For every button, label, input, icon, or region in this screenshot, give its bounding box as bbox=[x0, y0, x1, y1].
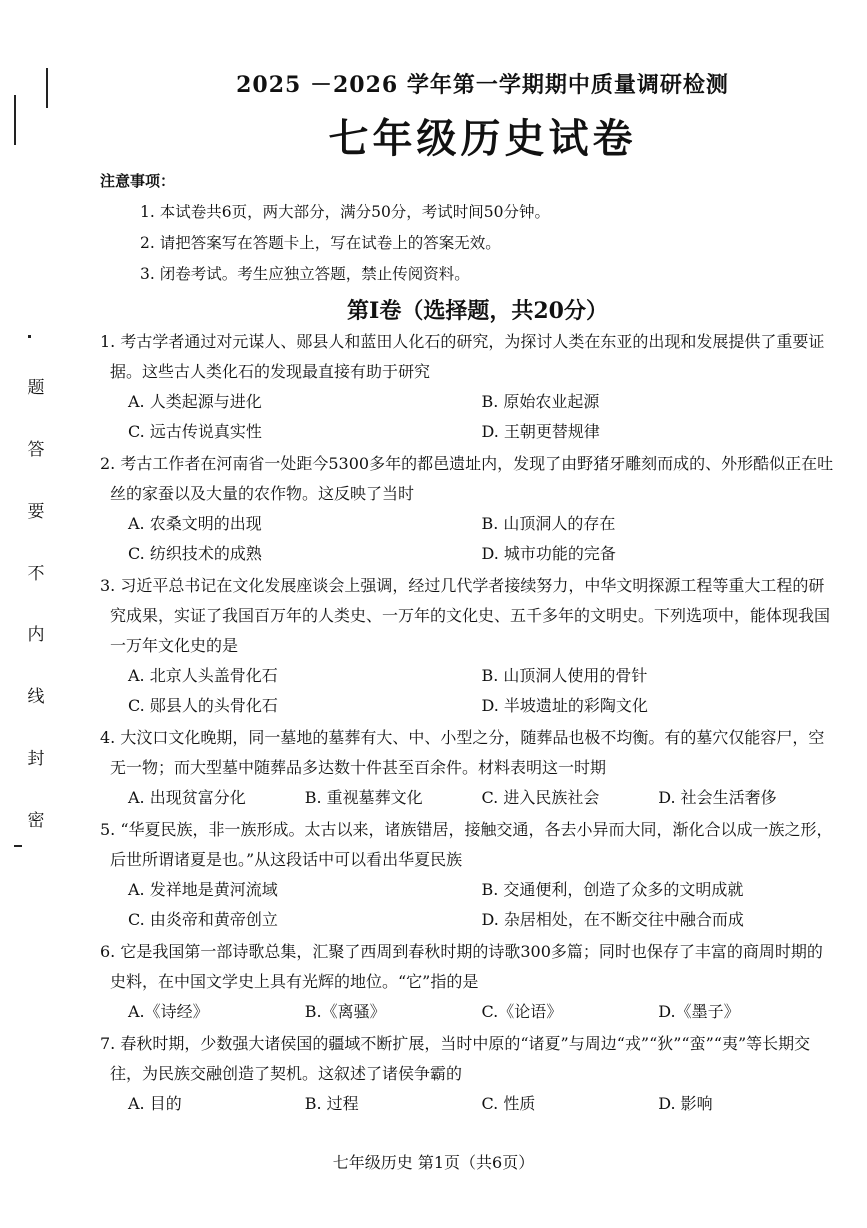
option-a: A. 发祥地是黄河流域 bbox=[128, 880, 278, 899]
notice-heading: 注意事项： bbox=[100, 172, 176, 190]
option-c: C. 进入民族社会 bbox=[481, 788, 600, 807]
page-footer: 七年级历史 第1页（共6页） bbox=[332, 1153, 535, 1172]
question-2 bbox=[100, 449, 835, 569]
option-c: C. 性质 bbox=[481, 1094, 536, 1113]
margin-char: 密 bbox=[27, 810, 45, 831]
margin-char: 要 bbox=[27, 501, 45, 522]
option-d: D. 半坡遗址的彩陶文化 bbox=[481, 696, 648, 715]
option-a: A. 出现贫富分化 bbox=[128, 788, 246, 807]
exam-header: 2025 －2026 学年第一学期期中质量调研检测 bbox=[236, 72, 729, 98]
margin-char: 线 bbox=[27, 687, 45, 708]
option-d: D. 杂居相处，在不断交往中融合而成 bbox=[481, 910, 744, 929]
page-title: 七年级历史试卷 bbox=[328, 115, 637, 162]
margin-char: 不 bbox=[27, 563, 45, 584]
option-c: C. 由炎帝和黄帝创立 bbox=[128, 910, 278, 929]
margin-char: 封 bbox=[27, 749, 45, 770]
option-b: B. 山顶洞人的存在 bbox=[481, 514, 616, 533]
option-c: C. 远古传说真实性 bbox=[128, 422, 262, 441]
option-a: A.《诗经》 bbox=[128, 1002, 209, 1021]
question-stem: 7. 春秋时期，少数强大诸侯国的疆域不断扩展，当时中原的“诸夏”与周边“戎”“狄”“蛮”“夷”等长期交往，为民族交融创造了契机。这叙述了诸侯争霸的 bbox=[100, 1034, 811, 1083]
option-list bbox=[100, 661, 835, 721]
exam-page bbox=[100, 68, 835, 1119]
question-4 bbox=[100, 723, 835, 813]
question-6 bbox=[100, 937, 835, 1027]
option-a: A. 北京人头盖骨化石 bbox=[128, 666, 278, 685]
option-b: B.《离骚》 bbox=[304, 1002, 386, 1021]
question-stem: 6. 它是我国第一部诗歌总集，汇聚了西周到春秋时期的诗歌300多篇；同时也保存了丰富的商周时期的史料，在中国文学史上具有光辉的地位。“它”指的是 bbox=[100, 942, 823, 991]
option-list bbox=[100, 387, 835, 447]
option-list bbox=[100, 1089, 835, 1119]
question-stem: 3. 习近平总书记在文化发展座谈会上强调，经过几代学者接续努力，中华文明探源工程等重大工程的研究成果，实证了我国百万年的人类史、一万年的文化史、五千多年的文明史。下列选项中，能体现我国一万年文化史的是 bbox=[100, 576, 831, 655]
question-stem: 1. 考古学者通过对元谋人、郧县人和蓝田人化石的研究，为探讨人类在东亚的出现和发展提供了重要证据。这些古人类化石的发现最直接有助于研究 bbox=[100, 332, 825, 381]
binding-margin bbox=[0, 0, 70, 1228]
notice-list bbox=[100, 197, 835, 290]
option-d: D. 影响 bbox=[658, 1094, 713, 1113]
option-a: A. 农桑文明的出现 bbox=[128, 514, 262, 533]
option-list bbox=[100, 783, 835, 813]
notice-item: 3. 闭卷考试。考生应独立答题，禁止传阅资料。 bbox=[140, 265, 470, 283]
question-stem: 4. 大汶口文化晚期，同一墓地的墓葬有大、中、小型之分，随葬品也极不均衡。有的墓穴仅能容尸，空无一物；而大型墓中随葬品多达数十件甚至百余件。材料表明这一时期 bbox=[100, 728, 825, 777]
section-heading: 第Ⅰ卷（选择题，共20分） bbox=[347, 298, 608, 324]
notice-item: 1. 本试卷共6页，两大部分，满分50分，考试时间50分钟。 bbox=[140, 203, 551, 221]
margin-char: 题 bbox=[27, 378, 45, 398]
option-b: B. 过程 bbox=[304, 1094, 359, 1113]
option-list bbox=[100, 875, 835, 935]
margin-char: 内 bbox=[27, 625, 45, 646]
option-list bbox=[100, 997, 835, 1027]
option-c: C. 郧县人的头骨化石 bbox=[128, 696, 278, 715]
margin-tick bbox=[14, 845, 22, 847]
option-list bbox=[100, 509, 835, 569]
question-7 bbox=[100, 1029, 835, 1119]
option-a: A. 目的 bbox=[128, 1094, 182, 1113]
margin-rule-mid bbox=[46, 68, 48, 108]
margin-rule-top bbox=[14, 95, 16, 145]
question-stem: 5. “华夏民族，非一族形成。太古以来，诸族错居，接触交通，各去小异而大同，渐化合以成一族之形，后世所谓诸夏是也。”从这段话中可以看出华夏民族 bbox=[100, 820, 833, 869]
question-5 bbox=[100, 815, 835, 935]
margin-tick bbox=[28, 335, 31, 338]
seal-line-warning bbox=[24, 380, 48, 830]
margin-char: 答 bbox=[27, 439, 45, 460]
option-d: D. 社会生活奢侈 bbox=[658, 788, 777, 807]
question-3 bbox=[100, 571, 835, 721]
option-b: B. 重视墓葬文化 bbox=[304, 788, 423, 807]
notice-item: 2. 请把答案写在答题卡上，写在试卷上的答案无效。 bbox=[140, 234, 501, 252]
question-1 bbox=[100, 327, 835, 447]
option-c: C. 纺织技术的成熟 bbox=[128, 544, 262, 563]
option-a: A. 人类起源与进化 bbox=[128, 392, 262, 411]
question-stem: 2. 考古工作者在河南省一处距今5300多年的都邑遗址内，发现了由野猪牙雕刻而成的、外形酷似正在吐丝的家蚕以及大量的农作物。这反映了当时 bbox=[100, 454, 834, 503]
option-b: B. 原始农业起源 bbox=[481, 392, 600, 411]
option-c: C.《论语》 bbox=[481, 1002, 563, 1021]
option-d: D. 王朝更替规律 bbox=[481, 422, 600, 441]
option-b: B. 山顶洞人使用的骨针 bbox=[481, 666, 648, 685]
option-d: D. 城市功能的完备 bbox=[481, 544, 616, 563]
option-b: B. 交通便利，创造了众多的文明成就 bbox=[481, 880, 744, 899]
option-d: D.《墨子》 bbox=[658, 1002, 740, 1021]
